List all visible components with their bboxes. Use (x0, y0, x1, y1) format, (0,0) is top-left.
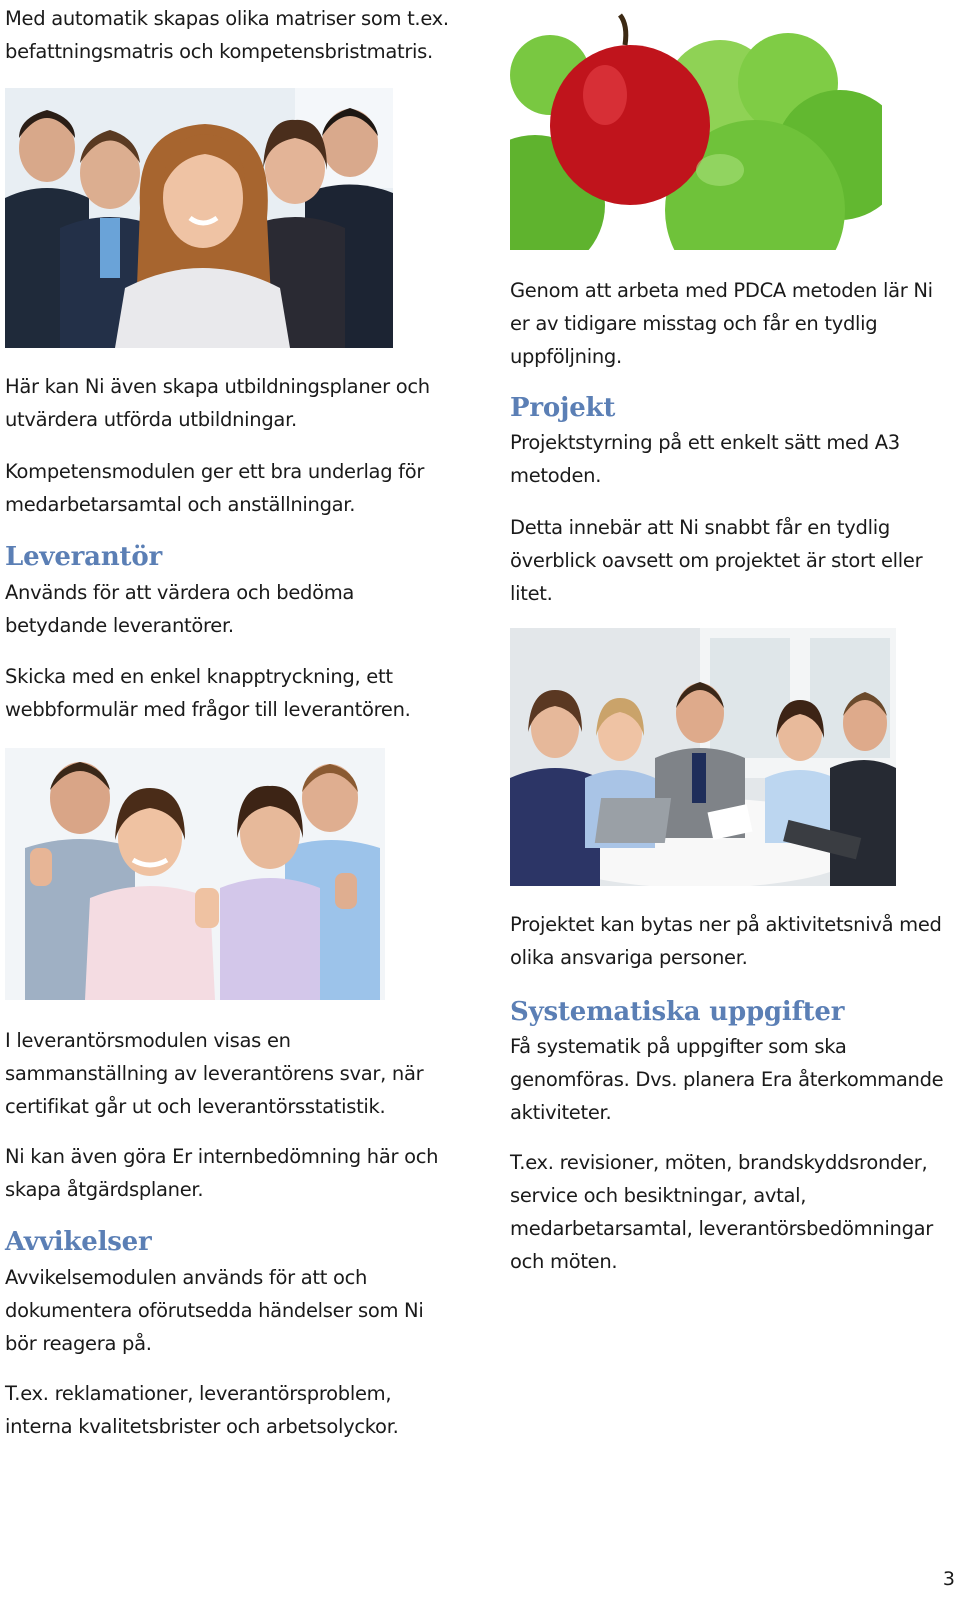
heading-avvikelser: Avvikelser (5, 1227, 152, 1257)
paragraph-matrices: Med automatik skapas olika matriser som t.ex. befattningsmatris och kompetensbristmatris. (5, 7, 449, 63)
apples-photo (510, 5, 882, 250)
thumbs-up-photo (5, 748, 385, 1000)
paragraph-training: Här kan Ni även skapa utbildningsplaner och utvärdera utförda utbildningar. (5, 375, 430, 431)
heading-projekt: Projekt (510, 393, 616, 423)
paragraph-internal-eval: Ni kan även göra Er internbedömning här och skapa åtgärdsplaner. (5, 1145, 439, 1201)
paragraph-overview: Detta innebär att Ni snabbt får en tydlig överblick oavsett om projektet är stort eller litet. (510, 516, 923, 605)
paragraph-supplier-eval: Används för att värdera och bedöma betydande leverantörer. (5, 581, 355, 637)
paragraph-activity-level: Projektet kan bytas ner på aktivitetsnivå med olika ansvariga personer. (510, 913, 942, 969)
heading-leverantor: Leverantör (5, 542, 162, 572)
paragraph-competence: Kompetensmodulen ger ett bra underlag för medarbetarsamtal och anställningar. (5, 460, 425, 516)
paragraph-webform: Skicka med en enkel knapptryckning, ett webbformulär med frågor till leverantören. (5, 665, 411, 721)
paragraph-supplier-module: I leverantörsmodulen visas en sammanställning av leverantörens svar, när certifikat går ut och leverantörsstatistik. (5, 1029, 424, 1118)
paragraph-deviation-examples: T.ex. reklamationer, leverantörsproblem, interna kvalitetsbrister och arbetsolyckor. (5, 1382, 399, 1438)
paragraph-deviation-module: Avvikelsemodulen används för att och dokumentera oförutsedda händelser som Ni bör reagera på. (5, 1266, 424, 1355)
paragraph-systematic-examples: T.ex. revisioner, möten, brandskyddsronder, service och besiktningar, avtal, medarbetarsamtal, leverantörsbedömningar och möten. (510, 1151, 934, 1273)
paragraph-pdca: Genom att arbeta med PDCA metoden lär Ni er av tidigare misstag och får en tydlig uppföljning. (510, 279, 933, 368)
paragraph-systematic: Få systematik på uppgifter som ska genomföras. Dvs. planera Era återkommande aktiviteter. (510, 1035, 944, 1124)
meeting-photo (510, 628, 896, 886)
team-photo (5, 88, 393, 348)
page-number: 3 (942, 1568, 955, 1590)
heading-systematiska-uppgifter: Systematiska uppgifter (510, 997, 845, 1027)
paragraph-a3: Projektstyrning på ett enkelt sätt med A3 metoden. (510, 431, 900, 487)
